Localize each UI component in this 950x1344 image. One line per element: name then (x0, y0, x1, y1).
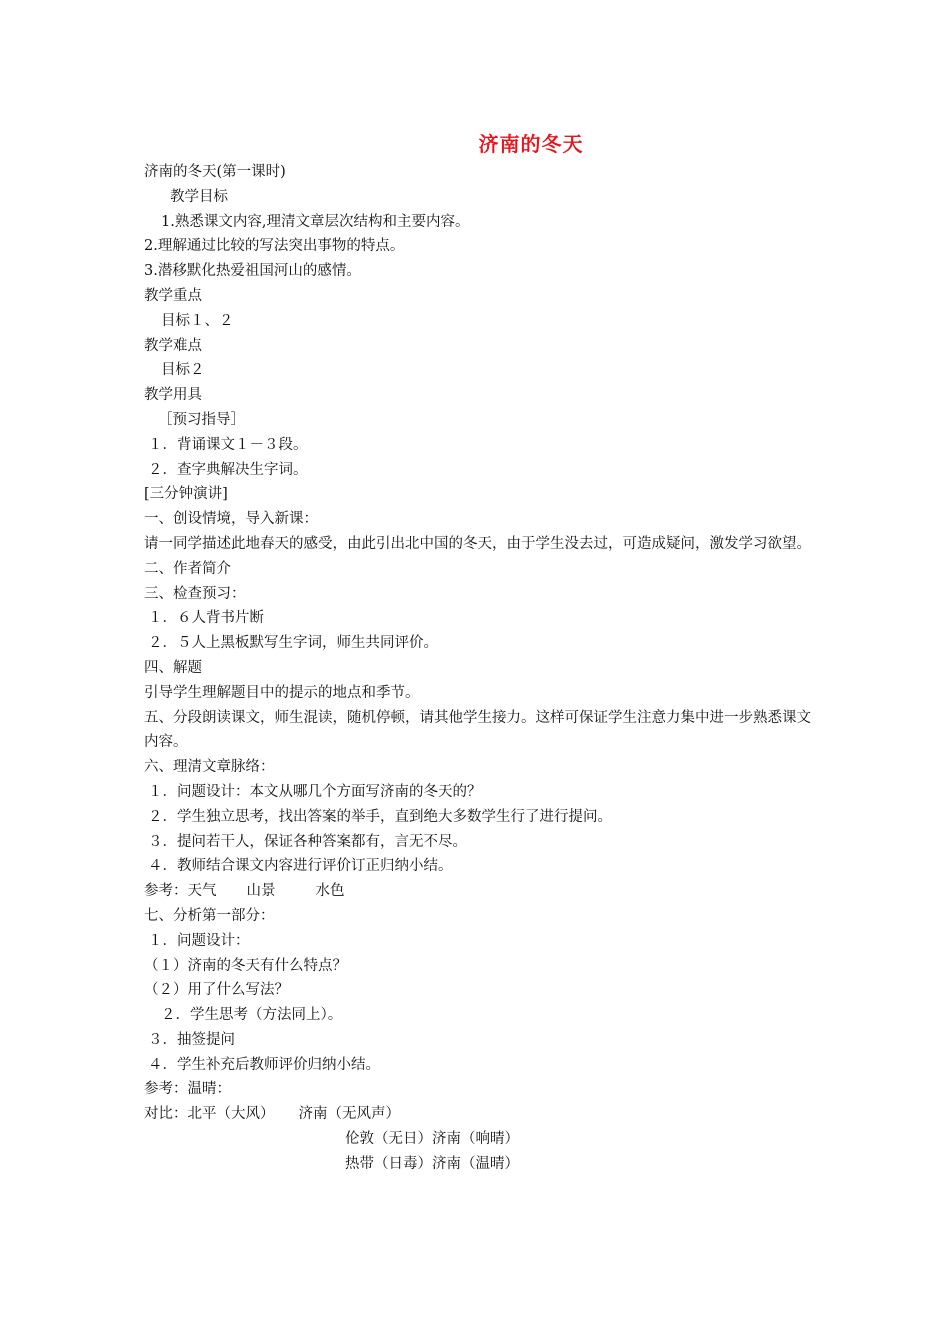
section-heading: 教学重点 (144, 287, 202, 304)
section-heading: 教学用具 (144, 387, 202, 404)
comparison-item: 济南（无风声） (298, 1106, 400, 1123)
section-heading: 二、作者简介 (144, 560, 231, 577)
section-heading: 七、分析第一部分： (144, 907, 275, 924)
list-item: ４．教师结合课文内容进行评价订正归纳小结。 (148, 858, 453, 875)
section-heading: 教学难点 (144, 337, 202, 354)
reference-item: 水色 (315, 883, 345, 900)
paragraph: 请一同学描述此地春天的感受，由此引出北中国的冬天，由于学生没去过，可造成疑问，激发学习欲望。 (144, 535, 811, 552)
comparison-line: 热带（日毒）济南（温晴） (345, 1155, 519, 1172)
comparison-line (144, 1102, 814, 1127)
goal-item: 3.潜移默化热爱祖国河山的感情。 (144, 263, 361, 280)
sub-item: （１）济南的冬天有什么特点？ (144, 957, 347, 974)
section-heading: [三分钟演讲] (144, 486, 228, 503)
section-heading: 教学目标 (170, 188, 228, 205)
list-item: １．问题设计： (148, 932, 250, 949)
list-item: １．６人背书片断 (148, 610, 264, 627)
paragraph: 引导学生理解题目中的提示的地点和季节。 (144, 684, 420, 701)
comparison-item: 对比：北平（大风） (144, 1106, 275, 1123)
list-item: ３．抽签提问 (148, 1031, 235, 1048)
section-content: 目标１、２ (161, 312, 234, 329)
document-body (144, 160, 814, 1177)
section-heading: 三、检查预习： (144, 585, 246, 602)
list-item: ２．５人上黑板默写生字词，师生共同评价。 (148, 635, 438, 652)
comparison-line: 伦敦（无日）济南（响晴） (345, 1131, 519, 1148)
reference-line (144, 879, 814, 904)
section-heading: 六、理清文章脉络： (144, 759, 275, 776)
list-item: ３．提问若干人，保证各种答案都有，言无不尽。 (148, 833, 467, 850)
section-heading: 一、创设情境，导入新课： (144, 511, 318, 528)
reference-heading: 参考：温晴： (144, 1081, 231, 1098)
paragraph: 五、分段朗读课文，师生混读，随机停顿，请其他学生接力。这样可保证学生注意力集中进一步熟悉课文内容。 (144, 709, 811, 751)
list-item: ２．查字典解决生字词。 (148, 461, 308, 478)
list-item: １．问题设计：本文从哪几个方面写济南的冬天的？ (148, 783, 482, 800)
goal-item: 2.理解通过比较的写法突出事物的特点。 (144, 238, 405, 255)
sub-item: （２）用了什么写法？ (144, 982, 289, 999)
list-item: １．背诵课文１－３段。 (148, 436, 308, 453)
section-content: 目标２ (161, 362, 205, 379)
list-item: ２．学生独立思考，找出答案的举手，直到绝大多数学生行了进行提问。 (148, 808, 612, 825)
section-heading: 四、解题 (144, 659, 202, 676)
section-heading: ［预习指导］ (158, 411, 245, 428)
document-title: 济南的冬天 (478, 132, 584, 156)
list-item: ２．学生思考（方法同上）。 (161, 1007, 343, 1024)
goal-item: 1.熟悉课文内容,理清文章层次结构和主要内容。 (161, 213, 470, 230)
lesson-heading: 济南的冬天(第一课时) (144, 164, 286, 180)
reference-item: 参考：天气 (144, 883, 217, 900)
list-item: ４．学生补充后教师评价归纳小结。 (148, 1056, 380, 1073)
reference-item: 山景 (246, 883, 276, 900)
